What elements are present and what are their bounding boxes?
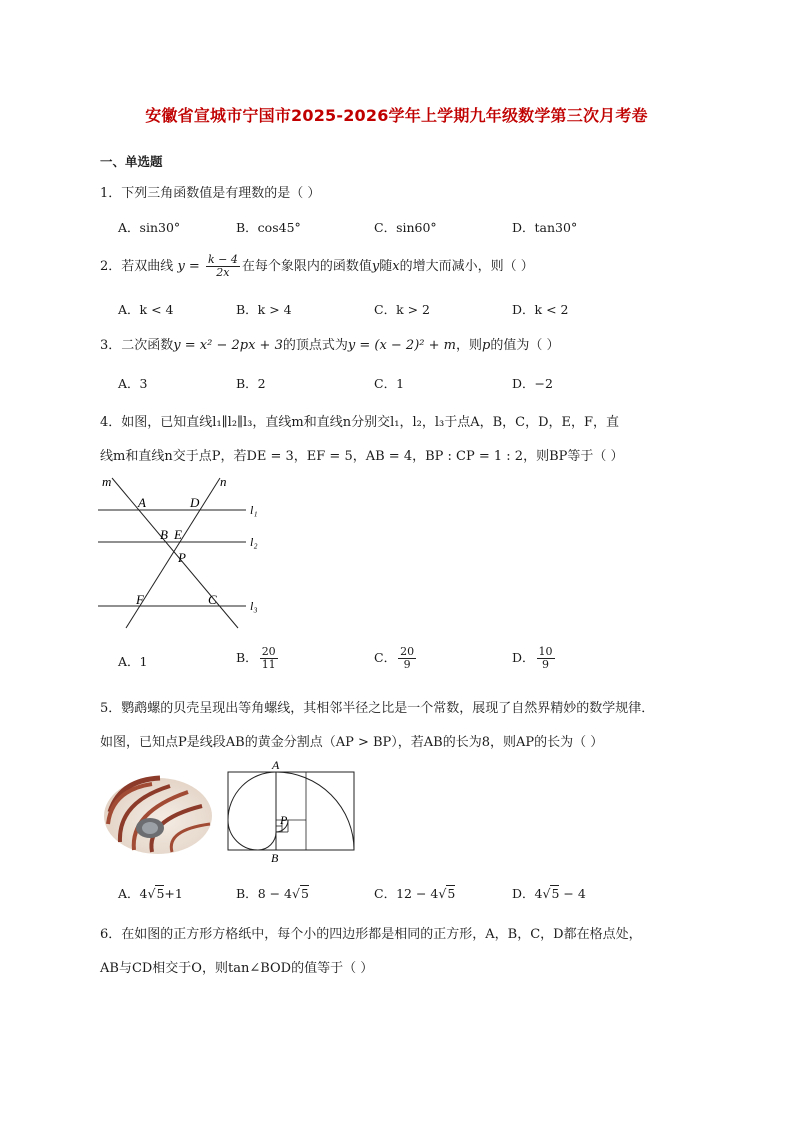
question-number: 1． [100, 186, 122, 201]
denominator: 9 [542, 658, 550, 671]
option-value: 4 [534, 886, 543, 901]
option-d[interactable] [512, 646, 557, 671]
option-b[interactable]: B．k > 4 [236, 302, 292, 317]
option-a[interactable] [118, 652, 147, 670]
option-fraction [537, 646, 555, 671]
question-text: 的增大而减小，则（ ） [399, 259, 534, 274]
question-number: 4． [100, 415, 122, 430]
numerator: 10 [538, 645, 553, 658]
nautilus-shell-image [100, 772, 215, 857]
formula: y = x² − 2px + 3 [173, 338, 283, 353]
option-c[interactable]: C．k > 2 [374, 302, 431, 317]
question-text: 随 [379, 259, 393, 274]
fraction [206, 254, 240, 279]
option-c[interactable]: C．sin60° [374, 220, 437, 235]
option-key: D． [512, 886, 535, 901]
label-l3: l₃ [250, 599, 258, 613]
option-b[interactable]: B．8 − 4√5 [236, 886, 309, 901]
option-value: +1 [164, 886, 183, 901]
label-c: C [208, 592, 217, 607]
label-d: D [190, 495, 200, 510]
option-d[interactable]: D．4√5 − 4 [512, 886, 586, 901]
label-b: B [271, 851, 279, 865]
option-value: 12 − 4 [396, 886, 439, 901]
question-number: 6． [100, 927, 122, 942]
question-text: 下列三角函数值是有理数的是（ ） [121, 186, 321, 201]
question-6 [100, 918, 700, 986]
label-l1: l₁ [250, 503, 258, 517]
option-d[interactable]: D．tan30° [512, 220, 578, 235]
question-number: 3． [100, 338, 122, 353]
question-text-line-1: 在如图的正方形方格纸中，每个小的四边形都是相同的正方形，A，B，C，D都在格点处， [121, 927, 642, 942]
formula-lhs: y = [177, 259, 200, 274]
question-text: 的值为（ ） [490, 338, 560, 353]
option-a[interactable]: A．3 [118, 376, 148, 391]
label-l2: l₂ [250, 535, 258, 549]
section-heading: 一、单选题 [100, 154, 163, 169]
option-a[interactable]: A．k < 4 [118, 302, 174, 317]
option-value: 8 − 4 [257, 886, 293, 901]
radicand: 5 [156, 886, 165, 901]
option-value: 1 [139, 654, 148, 669]
option-c[interactable]: C．12 − 4√5 [374, 886, 456, 901]
option-fraction [260, 646, 278, 671]
option-fraction [398, 646, 416, 671]
option-key: C． [374, 886, 397, 901]
numerator: k − 4 [207, 253, 238, 266]
question-text: 的顶点式为 [282, 338, 348, 353]
question-2 [100, 254, 534, 279]
label-e: E [174, 527, 182, 542]
variable: x [392, 259, 400, 274]
option-value: − 4 [559, 886, 586, 901]
label-p: P [280, 813, 288, 827]
option-a[interactable]: A．sin30° [118, 220, 181, 235]
question-text: 在每个象限内的函数值 [241, 259, 372, 274]
option-c[interactable]: C．1 [374, 376, 405, 391]
numerator: 20 [400, 645, 415, 658]
variable: p [482, 338, 491, 353]
label-a: A [272, 758, 280, 772]
question-text-line-2: AB与CD相交于O，则tan∠BOD的值等于（ ） [100, 961, 374, 976]
option-key: B． [236, 650, 258, 665]
option-b[interactable]: B．2 [236, 376, 266, 391]
question-text: 若双曲线 [121, 259, 174, 274]
label-b: B [160, 527, 168, 542]
question-3 [100, 336, 559, 356]
denominator: 11 [261, 658, 276, 671]
label-a: A [138, 495, 146, 510]
parallel-lines-figure [96, 472, 276, 632]
question-text-line-1: 鹦鹉螺的贝壳呈现出等角螺线，其相邻半径之比是一个常数，展现了自然界精妙的数学规律． [121, 701, 655, 716]
page-title: 安徽省宣城市宁国市2025-2026学年上学期九年级数学第三次月考卷 [145, 106, 648, 125]
option-key: B． [236, 886, 258, 901]
formula: y = (x − 2)² + m [347, 338, 456, 353]
question-text-line-1: 如图，已知直线l₁∥l₂∥l₃，直线m和直线n分别交l₁，l₂，l₃于点A，B，C，D，E，F，直 [121, 415, 620, 430]
label-m: m [102, 474, 112, 489]
option-a[interactable]: A．4√5+1 [118, 886, 183, 901]
option-b[interactable] [236, 646, 280, 671]
label-f: F [136, 592, 144, 607]
question-1 [100, 184, 320, 204]
question-number: 2． [100, 259, 122, 274]
question-text: 二次函数 [121, 338, 174, 353]
question-number: 5． [100, 701, 122, 716]
question-4 [100, 406, 700, 474]
option-d[interactable]: D．k < 2 [512, 302, 569, 317]
option-key: A． [118, 886, 140, 901]
numerator: 20 [261, 645, 276, 658]
label-p: P [178, 550, 186, 565]
denominator: 2x [216, 266, 230, 279]
denominator: 9 [403, 658, 411, 671]
option-value: 4 [139, 886, 148, 901]
option-key: D． [512, 650, 535, 665]
option-c[interactable] [374, 646, 418, 671]
question-text: ，则 [455, 338, 482, 353]
question-text-line-2: 线m和直线n交于点P，若DE = 3，EF = 5，AB = 4，BP : CP = 1 : 2，则BP等于（ ） [100, 449, 624, 464]
question-5 [100, 692, 700, 760]
option-key: A． [118, 654, 140, 669]
question-text-line-2: 如图，已知点P是线段AB的黄金分割点（AP > BP），若AB的长为8，则AP的长为（ ） [100, 735, 604, 750]
golden-spiral-figure [222, 758, 362, 866]
label-n: n [220, 474, 227, 489]
option-d[interactable]: D．−2 [512, 376, 553, 391]
radicand: 5 [447, 886, 456, 901]
variable: y [371, 259, 380, 274]
radicand: 5 [551, 886, 560, 901]
radicand: 5 [300, 886, 309, 901]
option-b[interactable]: B．cos45° [236, 220, 301, 235]
option-key: C． [374, 650, 397, 665]
